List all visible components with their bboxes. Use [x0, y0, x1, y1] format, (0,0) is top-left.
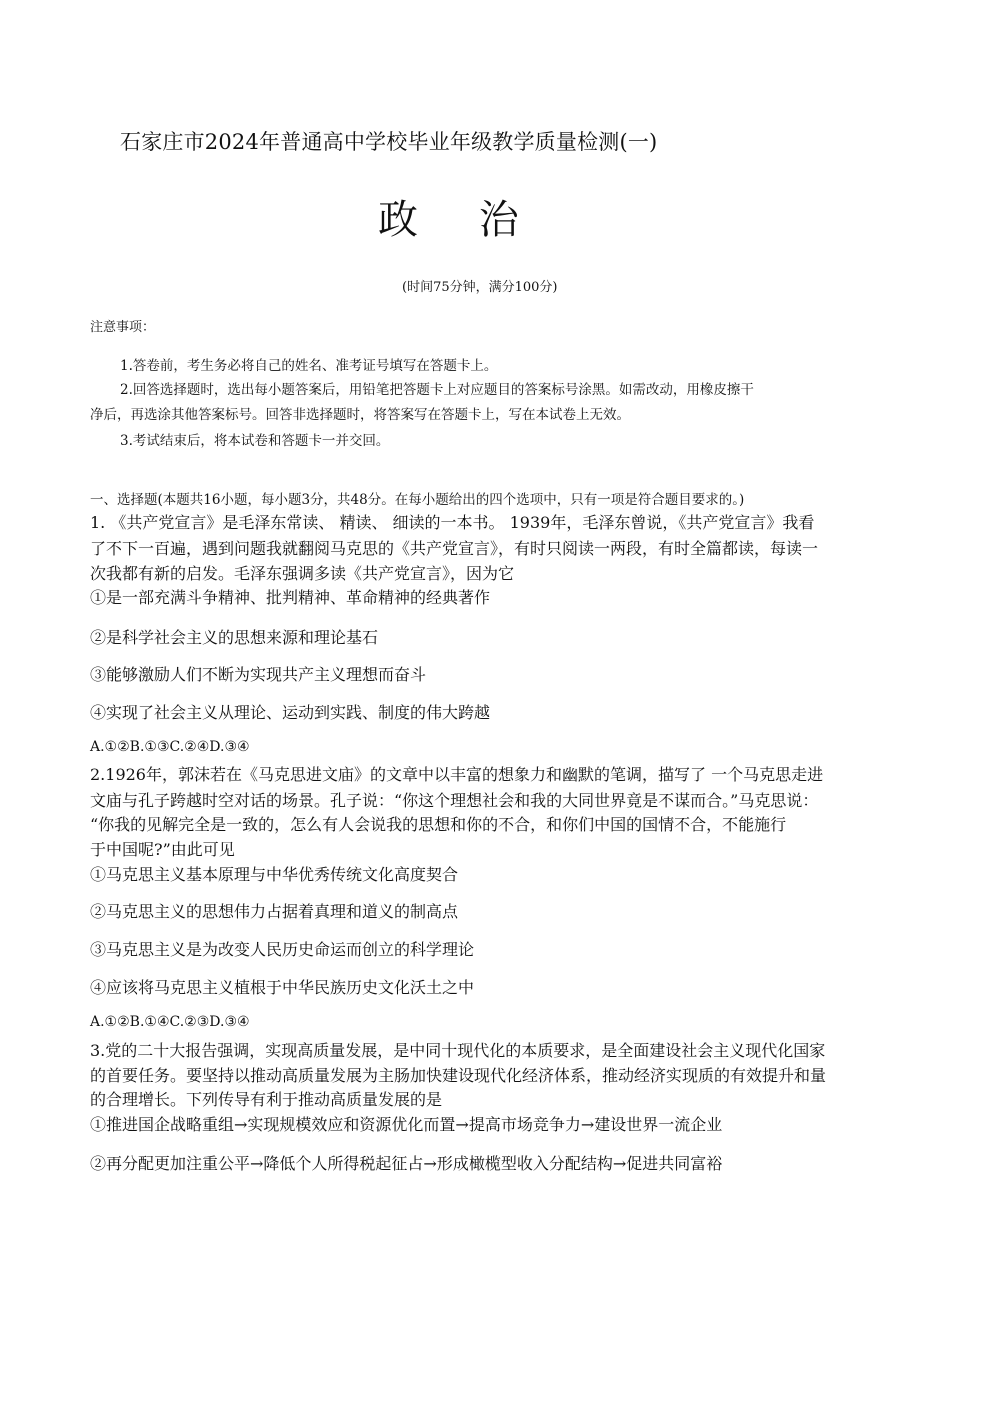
question-2-line: 2.1926年，郭沫若在《马克思进文庙》的文章中以丰富的想象力和幽默的笔调，描写了 一个马克思走进	[90, 765, 824, 784]
question-3-option: ①推进国企战略重组→实现规模效应和资源优化而置→提高市场竞争力→建设世界一流企业	[90, 1115, 723, 1134]
question-2-line: “你我的见解完全是一致的，怎么有人会说我的思想和你的不合，和你们中国的国情不合，不能施行	[90, 815, 787, 834]
question-3-line: 3.党的二十大报告强调，实现高质量发展，是中同十现代化的本质要求，是全面建设社会主义现代化国家	[90, 1041, 826, 1060]
question-2-answers: A.①②B.①④C.②③D.③④	[90, 1014, 250, 1030]
question-2-option: ④应该将马克思主义植根于中华民族历史文化沃土之中	[90, 978, 475, 997]
question-1-line: 次我都有新的启发。毛泽东强调多读《共产党宣言》，因为它	[90, 564, 515, 583]
time-note: (时间75分钟，满分100分)	[402, 280, 558, 295]
question-3-line: 的合理增长。下列传导有利于推动高质量发展的是	[90, 1090, 443, 1109]
question-2-option: ②马克思主义的思想伟力占据着真理和道义的制高点	[90, 902, 459, 921]
notice-title: 注意事项：	[90, 320, 156, 335]
question-3-option: ②再分配更加注重公平→降低个人所得税起征占→形成橄榄型收入分配结构→促进共同富裕	[90, 1154, 723, 1173]
notice-line: 2.回答选择题时，选出每小题答案后，用铅笔把答题卡上对应题目的答案标号涂黑。如需改动，用橡皮擦干	[120, 382, 754, 398]
question-2-line: 文庙与孔子跨越时空对话的场景。孔子说：“你这个理想社会和我的大同世界竟是不谋而合。”马克思说：	[90, 791, 819, 810]
exam-header: 石家庄市2024年普通高中学校毕业年级教学质量检测(一)	[120, 130, 658, 154]
question-1-line: 1. 《共产党宣言》是毛泽东常读、 精读、 细读的一本书。 1939年，毛泽东曾说，《共产党宣言》我看	[90, 513, 815, 532]
section-header: 一、选择题(本题共16小题，每小题3分，共48分。在每小题给出的四个选项中，只有一项是符合题目要求的。)	[90, 492, 745, 508]
question-3-line: 的首要任务。要坚持以推动高质量发展为主肠加快建设现代化经济体系，推动经济实现质的有效提升和量	[90, 1066, 827, 1085]
question-1-option: ②是科学社会主义的思想来源和理论基石	[90, 628, 379, 647]
notice-line: 净后，再选涂其他答案标号。回答非选择题时，将答案写在答题卡上，写在本试卷上无效。	[90, 407, 630, 423]
question-1-line: 了不下一百遍，遇到问题我就翻阅马克思的《共产党宣言》，有时只阅读一两段，有时全篇都读，每读一	[90, 539, 819, 558]
subject-title: 政 治	[378, 197, 543, 243]
question-1-option: ①是一部充满斗争精神、批判精神、革命精神的经典著作	[90, 588, 491, 607]
question-1-option: ③能够激励人们不断为实现共产主义理想而奋斗	[90, 665, 427, 684]
question-1-option: ④实现了社会主义从理论、运动到实践、制度的伟大跨越	[90, 703, 491, 722]
notice-line: 3.考试结束后，将本试卷和答题卡一并交回。	[120, 433, 390, 449]
question-2-option: ③马克思主义是为改变人民历史命运而创立的科学理论	[90, 940, 475, 959]
question-1-answers: A.①②B.①③C.②④D.③④	[90, 739, 250, 755]
question-2-line: 于中国呢?”由此可见	[90, 840, 235, 859]
question-2-option: ①马克思主义基本原理与中华优秀传统文化高度契合	[90, 865, 459, 884]
notice-line: 1.答卷前，考生务必将自己的姓名、准考证号填写在答题卡上。	[120, 358, 498, 374]
